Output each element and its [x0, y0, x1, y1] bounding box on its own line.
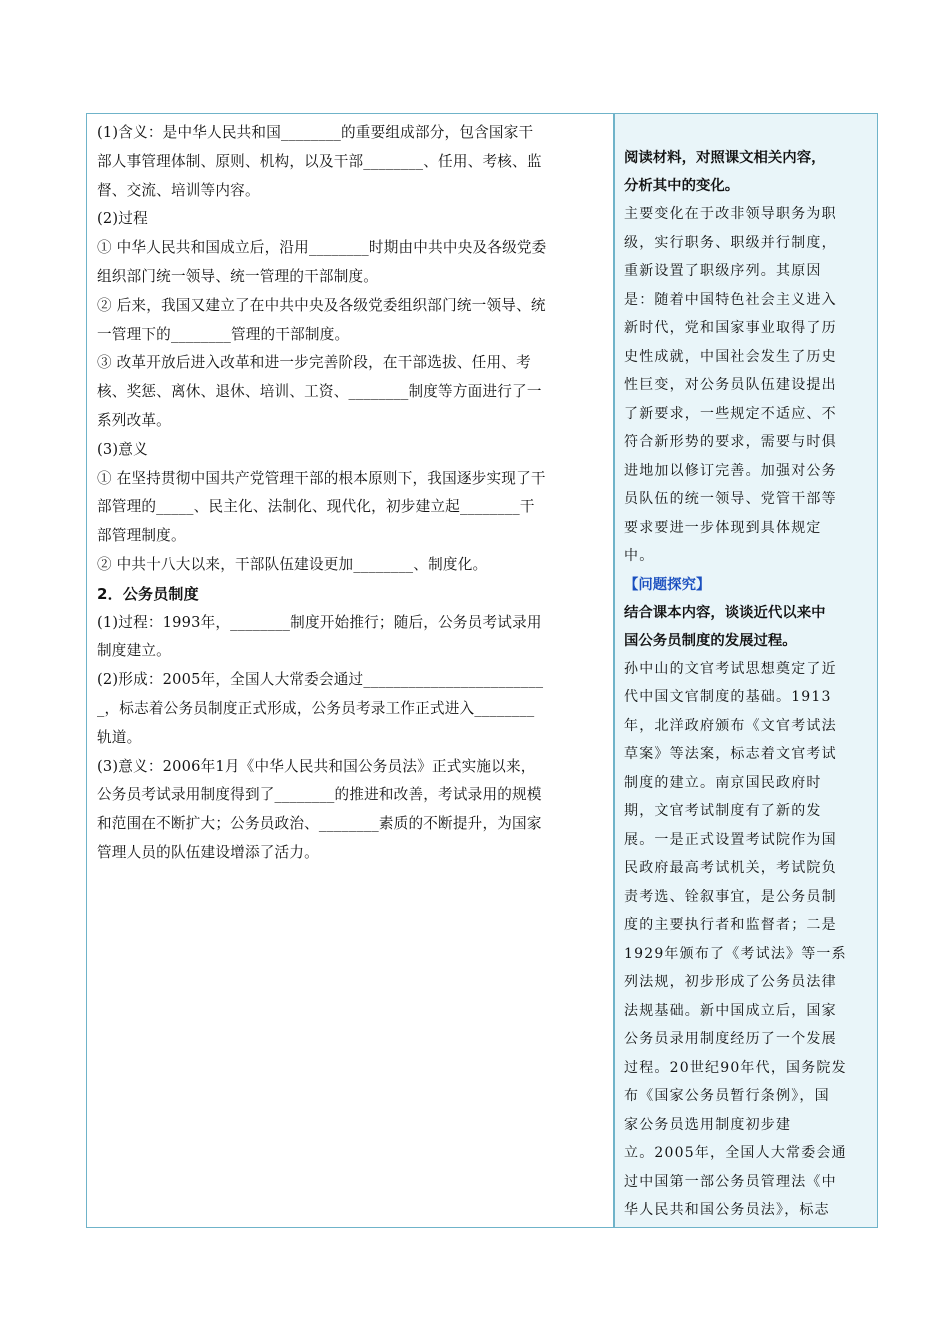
- answer-line: 符合新形势的要求，需要与时俱: [624, 434, 837, 450]
- text-line: (2)形成：2005年，全国人大常委会通过________________________: [97, 671, 544, 689]
- text-line: _，标志着公务员制度正式形成，公务员考录工作正式进入________: [97, 699, 535, 717]
- question-line: 分析其中的变化。: [624, 178, 740, 194]
- text-line: 轨道。: [97, 728, 142, 746]
- text-line: 管理人员的队伍建设增添了活力。: [97, 843, 319, 861]
- left-column: [87, 114, 613, 1227]
- text-line: (1)过程：1993年，________制度开始推行；随后，公务员考试录用: [97, 613, 542, 631]
- answer-line: 列法规，初步形成了公务员法律: [624, 974, 837, 990]
- answer-line: 布《国家公务员暂行条例》，国: [624, 1088, 830, 1104]
- answer-line: 要求要进一步体现到具体规定: [624, 519, 822, 536]
- answer-line: 家公务员选用制度初步建: [624, 1116, 792, 1133]
- answer-line: 新时代，党和国家事业取得了历: [624, 320, 837, 336]
- answer-line: 性巨变，对公务员队伍建设提出: [624, 377, 837, 393]
- content-table: [86, 113, 878, 1228]
- answer-line: 进地加以修订完善。加强对公务: [624, 462, 837, 479]
- answer-line: 级，实行职务、职级并行制度，: [624, 234, 837, 251]
- answer-line: 重新设置了职级序列。其原因: [624, 263, 822, 279]
- text-line: ① 中华人民共和国成立后，沿用________时期由中共中央及各级党委: [97, 239, 547, 257]
- answer-line: 草案》等法案，标志着文官考试: [624, 746, 837, 762]
- answer-line: 法规基础。新中国成立后，国家: [624, 1002, 837, 1019]
- answer-line: 1929年颁布了《考试法》等一系: [624, 945, 847, 962]
- answer-line: 华人民共和国公务员法》，标志: [624, 1202, 830, 1218]
- answer-line: 民政府最高考试机关，考试院负: [624, 860, 837, 876]
- answer-line: 了新要求，一些规定不适应、不: [624, 405, 837, 422]
- text-line: (3)意义：2006年1月《中华人民共和国公务员法》正式实施以来，: [97, 757, 536, 775]
- section-heading: 2．公务员制度: [97, 584, 199, 603]
- question-line: 阅读材料，对照课文相关内容，: [624, 150, 826, 166]
- text-line: 部管理制度。: [97, 527, 186, 545]
- question-line: 国公务员制度的发展过程。: [624, 632, 797, 649]
- answer-line: 年，北洋政府颁布《文官考试法: [624, 717, 837, 734]
- text-line: 系列改革。: [97, 411, 171, 429]
- answer-line: 史性成就，中国社会发生了历史: [624, 348, 837, 365]
- text-line: ③ 改革开放后进入改革和进一步完善阶段，在干部选拔、任用、考: [97, 354, 531, 372]
- text-line: ① 在坚持贯彻中国共产党管理干部的根本原则下，我国逐步实现了干: [97, 469, 546, 487]
- right-column: [615, 114, 877, 1227]
- text-line: 部人事管理体制、原则、机构，以及干部________、任用、考核、监: [97, 152, 542, 170]
- question-line: 结合课本内容，谈谈近代以来中: [624, 604, 826, 621]
- text-line: (3)意义: [97, 440, 148, 458]
- answer-line: 立。2005年，全国人大常委会通: [624, 1145, 847, 1161]
- text-line: ② 中共十八大以来，干部队伍建设更加________、制度化。: [97, 555, 488, 573]
- text-line: (2)过程: [97, 210, 148, 228]
- answer-line: 中。: [624, 548, 655, 564]
- answer-line: 期，文官考试制度有了新的发: [624, 803, 822, 819]
- answer-line: 主要变化在于改非领导职务为职: [624, 206, 837, 222]
- answer-line: 是：随着中国特色社会主义进入: [624, 291, 837, 308]
- answer-line: 制度的建立。南京国民政府时: [624, 774, 822, 791]
- text-line: 和范围在不断扩大；公务员政治、________素质的不断提升，为国家: [97, 815, 542, 833]
- inquiry-heading: 【问题探究】: [624, 576, 711, 593]
- text-line: 部管理的_____、民主化、法制化、现代化，初步建立起________干: [97, 498, 535, 516]
- text-line: 公务员考试录用制度得到了________的推进和改善，考试录用的规模: [97, 786, 542, 804]
- answer-line: 公务员录用制度经历了一个发展: [624, 1031, 837, 1047]
- text-line: (1)含义：是中华人民共和国________的重要组成部分，包含国家干: [97, 124, 534, 141]
- text-line: 一管理下的________管理的干部制度。: [97, 325, 350, 343]
- answer-line: 过中国第一部公务员管理法《中: [624, 1173, 837, 1190]
- answer-line: 展。一是正式设置考试院作为国: [624, 831, 837, 848]
- text-line: 督、交流、培训等内容。: [97, 181, 260, 199]
- text-line: ② 后来，我国又建立了在中共中央及各级党委组织部门统一领导、统: [97, 296, 546, 314]
- answer-line: 代中国文官制度的基础。1913: [624, 689, 832, 705]
- answer-line: 过程。20世纪90年代，国务院发: [624, 1059, 847, 1076]
- text-line: 制度建立。: [97, 642, 171, 660]
- answer-line: 孙中山的文官考试思想奠定了近: [624, 660, 837, 677]
- text-line: 组织部门统一领导、统一管理的干部制度。: [97, 267, 379, 285]
- text-line: 核、奖惩、离休、退休、培训、工资、________制度等方面进行了一: [97, 383, 542, 401]
- answer-line: 责考选、铨叙事宜，是公务员制: [624, 888, 837, 905]
- answer-line: 度的主要执行者和监督者；二是: [624, 917, 837, 933]
- answer-line: 员队伍的统一领导、党管干部等: [624, 491, 837, 507]
